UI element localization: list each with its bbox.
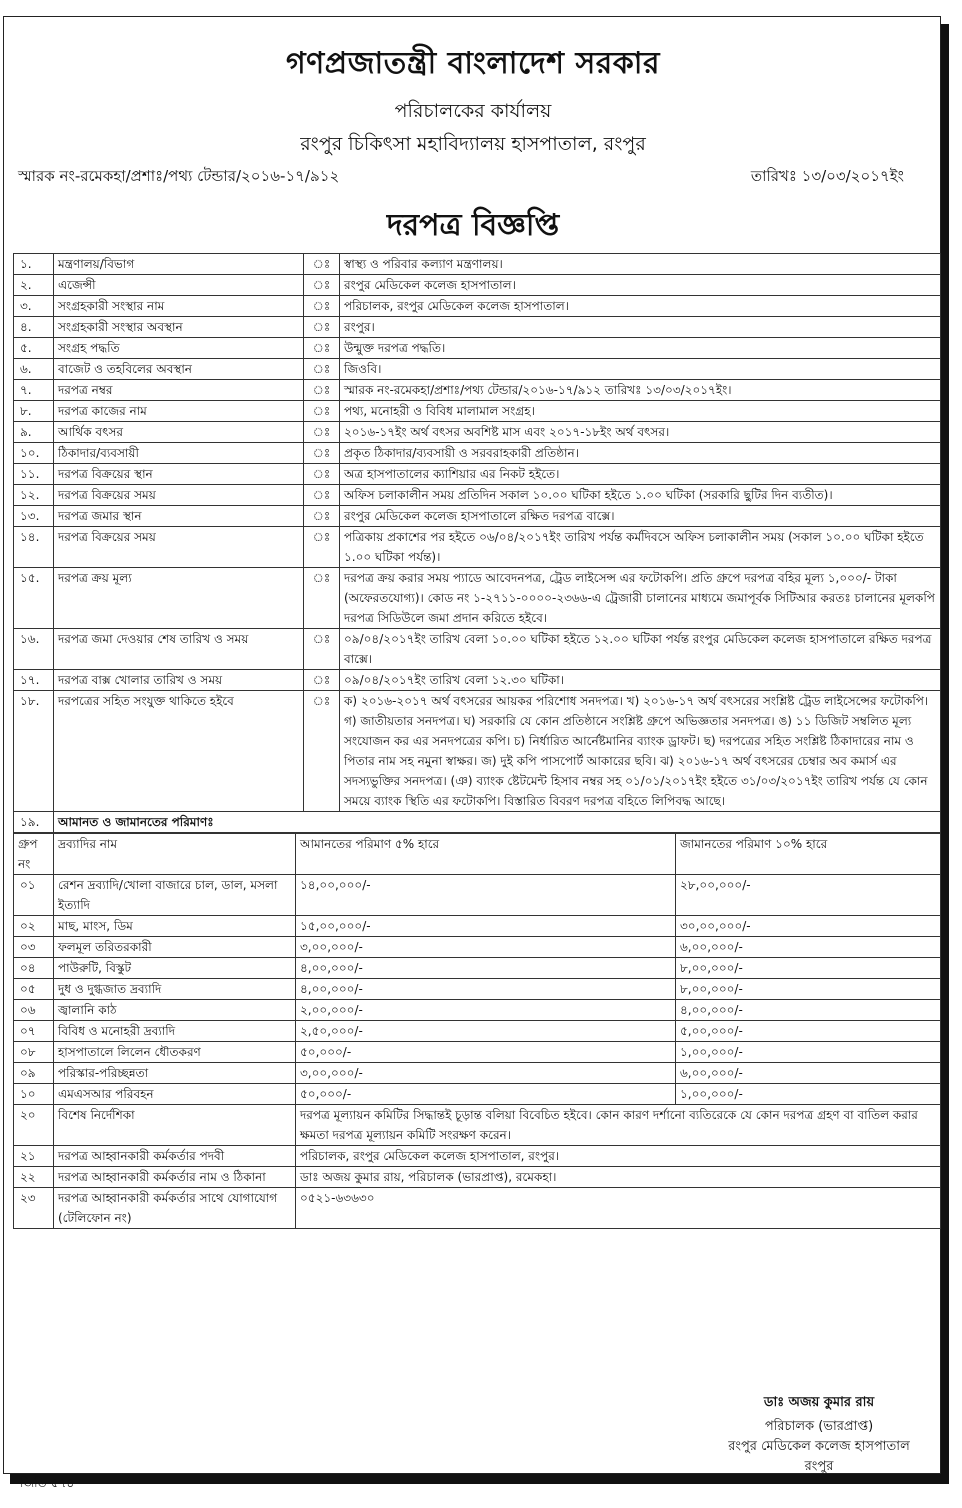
security-amount: ৬,০০,০০০/- — [676, 1063, 941, 1084]
item-value: পথ্য, মনোহরী ও বিবিধ মালামাল সংগ্রহ। — [340, 401, 941, 422]
table-row — [14, 1188, 941, 1229]
earnest-amount: ৪,০০,০০০/- — [296, 958, 676, 979]
item-number: ১৫. — [14, 568, 54, 629]
item-number: ২২ — [14, 1167, 54, 1188]
table-row — [14, 958, 941, 979]
item-number: ৪. — [14, 317, 54, 338]
group-number: ০৯ — [14, 1063, 54, 1084]
item-number: ৩. — [14, 296, 54, 317]
group-item-name: রেশন দ্রব্যাদি/খোলা বাজারে চাল, ডাল, মসলা ইত্যাদি — [54, 875, 296, 916]
table-row — [14, 1084, 941, 1105]
item-number: ৬. — [14, 359, 54, 380]
item-number: ৮. — [14, 401, 54, 422]
item-label: দরপত্র আহ্বানকারী কর্মকর্তার সাথে যোগাযোগ (টেলিফোন নং) — [54, 1188, 296, 1229]
item-label: দরপত্র নম্বর — [54, 380, 304, 401]
item-label: সংগ্রহকারী সংস্থার অবস্থান — [54, 317, 304, 338]
tender-info-table — [13, 253, 941, 833]
group-number: ০১ — [14, 875, 54, 916]
item-colon: ঃ — [304, 527, 340, 568]
notice-title: দরপত্র বিজ্ঞপ্তি — [386, 208, 560, 243]
table-row — [14, 1105, 941, 1146]
earnest-amount: ৩,০০,০০০/- — [296, 937, 676, 958]
earnest-amount: ১৪,০০,০০০/- — [296, 875, 676, 916]
group-number: ০২ — [14, 916, 54, 937]
item-number: ১৩. — [14, 506, 54, 527]
group-item-name: পাউরুটি, বিস্কুট — [54, 958, 296, 979]
item-number: ১৬. — [14, 629, 54, 670]
item-number: ১৯. — [14, 812, 54, 833]
table-row — [14, 527, 941, 568]
government-heading: গণপ্রজাতন্ত্রী বাংলাদেশ সরকার — [286, 46, 660, 81]
group-item-name: পরিস্কার-পরিচ্ছন্নতা — [54, 1063, 296, 1084]
item-number: ১১. — [14, 464, 54, 485]
item-label: ঠিকাদার/ব্যবসায়ী — [54, 443, 304, 464]
item-value: দরপত্র ক্রয় করার সময় প্যাডে আবেদনপত্র, ট্রেড লাইসেন্স এর ফটোকপি। প্রতি গ্রুপে দরপত্র বহির মূল্য ১,০০০/- টাকা (অফেরতযোগ্য)। কোড নং ১-২৭১১-০০০০-২৩৬৬-এ ট্রেজারী চালানের মাধ্যমে জমাপূর্বক সিটিআর করতঃ চালানের মূলকপি দরপত্র সিডিউলে জমা প্রদান করিতে হইবে। — [340, 568, 941, 629]
table-row — [14, 875, 941, 916]
gd-number: জিডি-৫৭৪ — [20, 1476, 75, 1490]
item-number: ২৩ — [14, 1188, 54, 1229]
signatory-designation: পরিচালক (ভারপ্রাপ্ত) — [764, 1419, 874, 1434]
header-group-no: গ্রুপ নং — [14, 834, 54, 875]
table-row — [14, 670, 941, 691]
item-value: অফিস চলাকালীন সময় প্রতিদিন সকাল ১০.০০ ঘটিকা হইতে ১.০০ ঘটিকা (সরকারি ছুটির দিন ব্যতীত)। — [340, 485, 941, 506]
institution-heading: রংপুর চিকিৎসা মহাবিদ্যালয় হাসপাতাল, রংপুর — [300, 133, 646, 155]
item-label: দরপত্র আহ্বানকারী কর্মকর্তার নাম ও ঠিকানা — [54, 1167, 296, 1188]
item-number: ১২. — [14, 485, 54, 506]
security-amount: ২৮,০০,০০০/- — [676, 875, 941, 916]
earnest-amount: ২,৫০,০০০/- — [296, 1021, 676, 1042]
item-colon: ঃ — [304, 422, 340, 443]
page-shadow-right — [941, 24, 949, 1482]
signatory-name: ডাঃ অজয় কুমার রায় — [763, 1395, 875, 1410]
table-row — [14, 443, 941, 464]
earnest-amount: ৫০,০০০/- — [296, 1042, 676, 1063]
group-item-name: দুধ ও দুগ্ধজাত দ্রব্যাদি — [54, 979, 296, 1000]
table-row — [14, 1042, 941, 1063]
item-value: স্মারক নং-রমেকহা/প্রশাঃ/পথ্য টেন্ডার/২০১৬-১৭/৯১২ তারিখঃ ১৩/০৩/২০১৭ইং। — [340, 380, 941, 401]
security-amount: ১,০০,০০০/- — [676, 1084, 941, 1105]
table-row — [14, 254, 941, 275]
item-colon: ঃ — [304, 670, 340, 691]
item-label: দরপত্র জমার স্থান — [54, 506, 304, 527]
group-number: ১০ — [14, 1084, 54, 1105]
item-colon: ঃ — [304, 568, 340, 629]
table-row — [14, 629, 941, 670]
item-number: ৭. — [14, 380, 54, 401]
item-colon: ঃ — [304, 254, 340, 275]
item-number: ১. — [14, 254, 54, 275]
item-number: ১৭. — [14, 670, 54, 691]
item-label: দরপত্র বাক্স খোলার তারিখ ও সময় — [54, 670, 304, 691]
group-number: ০৩ — [14, 937, 54, 958]
item-label: দরপত্র বিক্রয়ের স্থান — [54, 464, 304, 485]
item-label: সংগ্রহ পদ্ধতি — [54, 338, 304, 359]
table-row — [14, 380, 941, 401]
security-amount-table — [13, 833, 941, 1229]
item-value: পরিচালক, রংপুর মেডিকেল কলেজ হাসপাতাল, রংপুর। — [296, 1146, 941, 1167]
item-label: দরপত্র বিক্রয়ের সময় — [54, 485, 304, 506]
item-value: ২০১৬-১৭ইং অর্থ বৎসর অবশিষ্ট মাস এবং ২০১৭-১৮ইং অর্থ বৎসর। — [340, 422, 941, 443]
item-value: স্বাস্থ্য ও পরিবার কল্যাণ মন্ত্রণালয়। — [340, 254, 941, 275]
item-value: পরিচালক, রংপুর মেডিকেল কলেজ হাসপাতাল। — [340, 296, 941, 317]
item-colon: ঃ — [304, 338, 340, 359]
item-colon: ঃ — [304, 275, 340, 296]
item-number: ২০ — [14, 1105, 54, 1146]
item-value: রংপুর মেডিকেল কলেজ হাসপাতালে রক্ষিত দরপত্র বাক্সে। — [340, 506, 941, 527]
item-label: সংগ্রহকারী সংস্থার নাম — [54, 296, 304, 317]
item-number: ১৪. — [14, 527, 54, 568]
item-label: দরপত্রের সহিত সংযুক্ত থাকিতে হইবে — [54, 691, 304, 812]
item-colon: ঃ — [304, 380, 340, 401]
header-security-amount: জামানতের পরিমাণ ১০% হারে — [676, 834, 941, 875]
item-value: উন্মুক্ত দরপত্র পদ্ধতি। — [340, 338, 941, 359]
earnest-amount: ৪,০০,০০০/- — [296, 979, 676, 1000]
group-item-name: এমএসআর পরিবহন — [54, 1084, 296, 1105]
item-value: ০৯/০৪/২০১৭ইং তারিখ বেলা ১০.০০ ঘটিকা হইতে ১২.০০ ঘটিকা পর্যন্ত রংপুর মেডিকেল কলেজ হাসপাতালে রক্ষিত দরপত্র বাক্সে। — [340, 629, 941, 670]
table-row — [14, 1063, 941, 1084]
table-row — [14, 296, 941, 317]
table-row — [14, 422, 941, 443]
item-label: বাজেট ও তহবিলের অবস্থান — [54, 359, 304, 380]
table-row — [14, 1167, 941, 1188]
item-value: জিওবি। — [340, 359, 941, 380]
earnest-amount: ৩,০০,০০০/- — [296, 1063, 676, 1084]
table-row — [14, 485, 941, 506]
security-amount: ১,০০,০০০/- — [676, 1042, 941, 1063]
table-header-row — [14, 834, 941, 875]
table-row — [14, 812, 941, 833]
item-colon: ঃ — [304, 629, 340, 670]
group-item-name: জ্বালানি কাঠ — [54, 1000, 296, 1021]
item-value: ০৯/০৪/২০১৭ইং তারিখ বেলা ১২.৩০ ঘটিকা। — [340, 670, 941, 691]
item-number: ৯. — [14, 422, 54, 443]
section-19-label: আমানত ও জামানতের পরিমাণঃ — [54, 812, 941, 833]
page-bottom-band — [0, 1484, 962, 1508]
group-number: ০৭ — [14, 1021, 54, 1042]
security-amount: ৬,০০,০০০/- — [676, 937, 941, 958]
group-number: ০৫ — [14, 979, 54, 1000]
earnest-amount: ১৫,০০,০০০/- — [296, 916, 676, 937]
table-row — [14, 691, 941, 812]
item-label: দরপত্র জমা দেওয়ার শেষ তারিখ ও সময় — [54, 629, 304, 670]
item-colon: ঃ — [304, 317, 340, 338]
signatory-city: রংপুর — [804, 1459, 834, 1474]
header-item-name: দ্রব্যাদির নাম — [54, 834, 296, 875]
item-value: ০৫২১-৬৩৬৩০ — [296, 1188, 941, 1229]
security-amount: ৮,০০,০০০/- — [676, 958, 941, 979]
item-value: দরপত্র মূল্যায়ন কমিটির সিদ্ধান্তই চূড়ান্ত বলিয়া বিবেচিত হইবে। কোন কারণ দর্শানো ব্যতিরেকে যে কোন দরপত্র গ্রহণ বা বাতিল করার ক্ষমতা দরপত্র মূল্যায়ন কমিটি সংরক্ষণ করেন। — [296, 1105, 941, 1146]
item-label: দরপত্র বিক্রয়ের সময় — [54, 527, 304, 568]
item-colon: ঃ — [304, 464, 340, 485]
item-value: রংপুর। — [340, 317, 941, 338]
table-row — [14, 464, 941, 485]
item-label: এজেন্সী — [54, 275, 304, 296]
table-row — [14, 1146, 941, 1167]
item-number: ২১ — [14, 1146, 54, 1167]
security-amount: ৩০,০০,০০০/- — [676, 916, 941, 937]
table-row — [14, 275, 941, 296]
item-colon: ঃ — [304, 443, 340, 464]
item-label: মন্ত্রণালয়/বিভাগ — [54, 254, 304, 275]
item-colon: ঃ — [304, 359, 340, 380]
group-number: ০৮ — [14, 1042, 54, 1063]
group-item-name: হাসপাতালে লিলেন ধৌতকরণ — [54, 1042, 296, 1063]
item-value: অত্র হাসপাতালের ক্যাশিয়ার এর নিকট হইতে। — [340, 464, 941, 485]
security-amount: ৮,০০,০০০/- — [676, 979, 941, 1000]
table-row — [14, 1000, 941, 1021]
item-colon: ঃ — [304, 506, 340, 527]
item-label: দরপত্র আহ্বানকারী কর্মকর্তার পদবী — [54, 1146, 296, 1167]
memo-date: তারিখঃ ১৩/০৩/২০১৭ইং — [750, 167, 904, 185]
security-amount: ৫,০০,০০০/- — [676, 1021, 941, 1042]
item-number: ২. — [14, 275, 54, 296]
item-colon: ঃ — [304, 296, 340, 317]
security-amount: ৪,০০,০০০/- — [676, 1000, 941, 1021]
item-value: প্রকৃত ঠিকাদার/ব্যবসায়ী ও সরবরাহকারী প্রতিষ্ঠান। — [340, 443, 941, 464]
item-colon: ঃ — [304, 401, 340, 422]
group-number: ০৬ — [14, 1000, 54, 1021]
table-row — [14, 937, 941, 958]
group-item-name: মাছ, মাংস, ডিম — [54, 916, 296, 937]
earnest-amount: ৫০,০০০/- — [296, 1084, 676, 1105]
item-colon: ঃ — [304, 691, 340, 812]
item-number: ৫. — [14, 338, 54, 359]
office-heading: পরিচালকের কার্যালয় — [394, 100, 552, 122]
table-row — [14, 568, 941, 629]
item-value: রংপুর মেডিকেল কলেজ হাসপাতাল। — [340, 275, 941, 296]
table-row — [14, 916, 941, 937]
signatory-organization: রংপুর মেডিকেল কলেজ হাসপাতাল — [728, 1439, 910, 1454]
group-item-name: ফলমূল তরিতরকারী — [54, 937, 296, 958]
group-number: ০৪ — [14, 958, 54, 979]
item-value: পত্রিকায় প্রকাশের পর হইতে ০৬/০৪/২০১৭ইং তারিখ পর্যন্ত কর্মদিবসে অফিস চলাকালীন সময় (সকাল ১০.০০ ঘটিকা হইতে ১.০০ ঘটিকা পর্যন্ত)। — [340, 527, 941, 568]
item-label: দরপত্র ক্রয় মূল্য — [54, 568, 304, 629]
notice-frame — [3, 16, 941, 1490]
table-row — [14, 979, 941, 1000]
earnest-amount: ২,০০,০০০/- — [296, 1000, 676, 1021]
table-row — [14, 506, 941, 527]
memo-number: স্মারক নং-রমেকহা/প্রশাঃ/পথ্য টেন্ডার/২০১৬-১৭/৯১২ — [18, 167, 340, 185]
item-colon: ঃ — [304, 485, 340, 506]
table-row — [14, 317, 941, 338]
table-row — [14, 401, 941, 422]
group-item-name: বিবিধ ও মনোহরী দ্রব্যাদি — [54, 1021, 296, 1042]
item-label: দরপত্র কাজের নাম — [54, 401, 304, 422]
item-number: ১৮. — [14, 691, 54, 812]
table-row — [14, 1021, 941, 1042]
table-row — [14, 338, 941, 359]
item-label: বিশেষ নির্দেশিকা — [54, 1105, 296, 1146]
header-earnest-amount: আমানতের পরিমাণ ৫% হারে — [296, 834, 676, 875]
item-value: ডাঃ অজয় কুমার রায়, পরিচালক (ভারপ্রাপ্ত), রমেকহা। — [296, 1167, 941, 1188]
table-row — [14, 359, 941, 380]
item-value: ক) ২০১৬-২০১৭ অর্থ বৎসরের আয়কর পরিশোধ সনদপত্র। খ) ২০১৬-১৭ অর্থ বৎসরের সংশ্লিষ্ট ট্রেড লাইসেন্সের ফটোকপি। গ) জাতীয়তার সনদপত্র। ঘ) সরকারি যে কোন প্রতিষ্ঠানে সংশ্লিষ্ট গ্রুপে অভিজ্ঞতার সনদপত্র। ঙ) ১১ ডিজিট সম্বলিত মূল্য সংযোজন কর এর সনদপত্রের কপি। চ) নির্ধারিত আর্নেষ্টমানির ব্যাংক ড্রাফট। ছ) দরপত্রের সহিত সংশ্লিষ্ট ঠিকাদারের নাম ও পিতার নাম সহ নমুনা স্বাক্ষর। জ) দুই কপি পাসপোর্ট আকারের ছবি। ঝ) ২০১৬-১৭ অর্থ বৎসরের চেম্বার অব কমার্স এর সদস্যভুক্তির সনদপত্র। (ঞ) ব্যাংক ষ্টেটমেন্ট হিসাব নম্বর সহ ০১/০১/২০১৭ইং হইতে ৩১/০৩/২০১৭ইং তারিখ পর্যন্ত যে কোন সময়ে ব্যাংক স্থিতি এর ফটোকপি। বিস্তারিত বিবরণ দরপত্র বহিতে লিপিবদ্ধ আছে। — [340, 691, 941, 812]
item-number: ১০. — [14, 443, 54, 464]
item-label: আর্থিক বৎসর — [54, 422, 304, 443]
